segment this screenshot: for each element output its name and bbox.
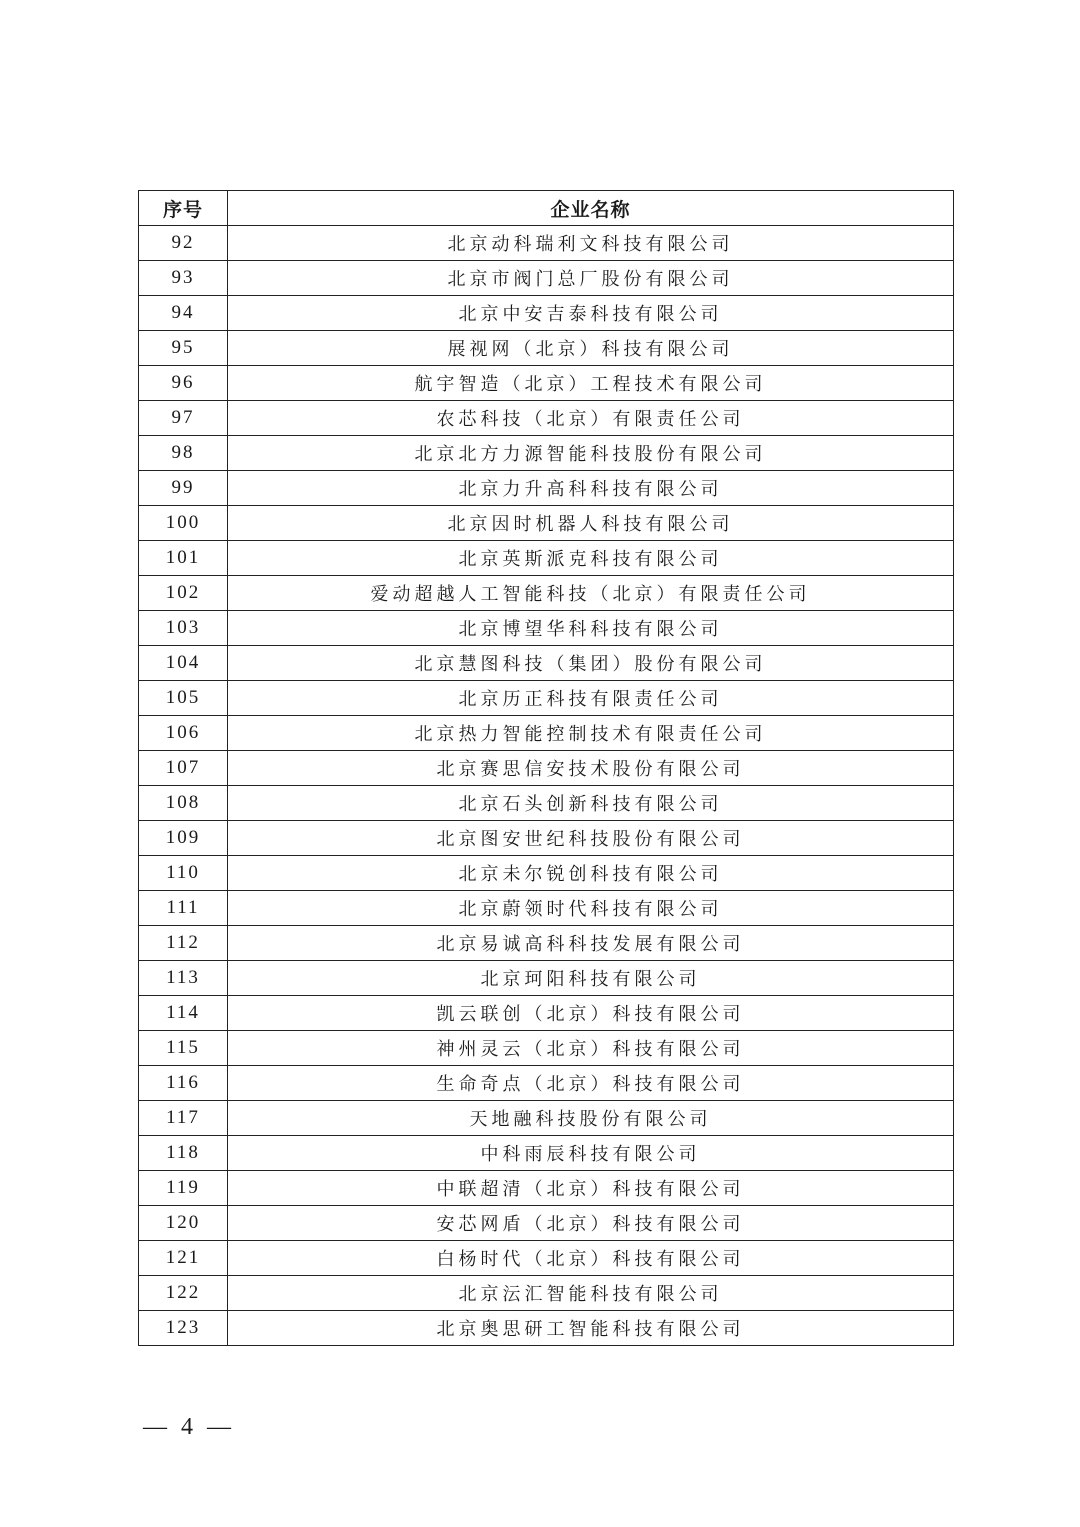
row-seq: 116: [139, 1066, 228, 1101]
row-company-name: 北京动科瑞利文科技有限公司: [228, 226, 954, 261]
row-company-name: 中联超清（北京）科技有限公司: [228, 1171, 954, 1206]
row-company-name: 爱动超越人工智能科技（北京）有限责任公司: [228, 576, 954, 611]
row-company-name: 北京中安吉泰科技有限公司: [228, 296, 954, 331]
table-row: [139, 261, 954, 296]
table-body: [139, 226, 954, 1346]
row-seq: 107: [139, 751, 228, 786]
row-company-name: 北京市阀门总厂股份有限公司: [228, 261, 954, 296]
table-row: [139, 1241, 954, 1276]
table-row: [139, 611, 954, 646]
table-row: [139, 366, 954, 401]
row-seq: 108: [139, 786, 228, 821]
table-row: [139, 821, 954, 856]
row-seq: 122: [139, 1276, 228, 1311]
row-seq: 102: [139, 576, 228, 611]
row-seq: 109: [139, 821, 228, 856]
row-seq: 113: [139, 961, 228, 996]
table-row: [139, 436, 954, 471]
row-seq: 103: [139, 611, 228, 646]
table-row: [139, 1171, 954, 1206]
row-company-name: 北京蔚领时代科技有限公司: [228, 891, 954, 926]
row-seq: 112: [139, 926, 228, 961]
row-seq: 97: [139, 401, 228, 436]
row-seq: 118: [139, 1136, 228, 1171]
row-seq: 96: [139, 366, 228, 401]
row-company-name: 天地融科技股份有限公司: [228, 1101, 954, 1136]
row-seq: 95: [139, 331, 228, 366]
row-seq: 114: [139, 996, 228, 1031]
table-row: [139, 786, 954, 821]
table-row: [139, 506, 954, 541]
row-company-name: 北京易诚高科科技发展有限公司: [228, 926, 954, 961]
table-row: [139, 961, 954, 996]
row-company-name: 凯云联创（北京）科技有限公司: [228, 996, 954, 1031]
row-company-name: 安芯网盾（北京）科技有限公司: [228, 1206, 954, 1241]
row-company-name: 航宇智造（北京）工程技术有限公司: [228, 366, 954, 401]
row-company-name: 北京未尔锐创科技有限公司: [228, 856, 954, 891]
table-row: [139, 471, 954, 506]
row-company-name: 北京奥思研工智能科技有限公司: [228, 1311, 954, 1346]
row-company-name: 农芯科技（北京）有限责任公司: [228, 401, 954, 436]
row-company-name: 北京赛思信安技术股份有限公司: [228, 751, 954, 786]
table-row: [139, 996, 954, 1031]
row-company-name: 北京博望华科科技有限公司: [228, 611, 954, 646]
table-row: [139, 226, 954, 261]
row-seq: 100: [139, 506, 228, 541]
table-row: [139, 751, 954, 786]
table-row: [139, 926, 954, 961]
table-row: [139, 296, 954, 331]
row-seq: 123: [139, 1311, 228, 1346]
row-company-name: 北京热力智能控制技术有限责任公司: [228, 716, 954, 751]
row-company-name: 北京慧图科技（集团）股份有限公司: [228, 646, 954, 681]
table-row: [139, 681, 954, 716]
row-seq: 115: [139, 1031, 228, 1066]
row-company-name: 生命奇点（北京）科技有限公司: [228, 1066, 954, 1101]
table-row: [139, 856, 954, 891]
page-number: — 4 —: [143, 1414, 235, 1440]
row-company-name: 中科雨辰科技有限公司: [228, 1136, 954, 1171]
header-company-name: 企业名称: [228, 191, 954, 226]
row-seq: 111: [139, 891, 228, 926]
row-company-name: 展视网（北京）科技有限公司: [228, 331, 954, 366]
header-seq: 序号: [139, 191, 228, 226]
row-seq: 106: [139, 716, 228, 751]
row-company-name: 北京沄汇智能科技有限公司: [228, 1276, 954, 1311]
row-company-name: 北京石头创新科技有限公司: [228, 786, 954, 821]
company-list-table: [138, 190, 954, 1346]
row-seq: 92: [139, 226, 228, 261]
row-seq: 110: [139, 856, 228, 891]
row-company-name: 北京英斯派克科技有限公司: [228, 541, 954, 576]
row-seq: 93: [139, 261, 228, 296]
row-seq: 104: [139, 646, 228, 681]
row-company-name: 神州灵云（北京）科技有限公司: [228, 1031, 954, 1066]
table-row: [139, 576, 954, 611]
table-row: [139, 1206, 954, 1241]
row-company-name: 北京图安世纪科技股份有限公司: [228, 821, 954, 856]
row-seq: 98: [139, 436, 228, 471]
table-row: [139, 646, 954, 681]
table-row: [139, 891, 954, 926]
row-company-name: 北京历正科技有限责任公司: [228, 681, 954, 716]
table-row: [139, 1311, 954, 1346]
table-row: [139, 1031, 954, 1066]
table-row: [139, 716, 954, 751]
row-seq: 117: [139, 1101, 228, 1136]
table-row: [139, 1101, 954, 1136]
table-row: [139, 331, 954, 366]
row-seq: 101: [139, 541, 228, 576]
row-company-name: 北京力升高科科技有限公司: [228, 471, 954, 506]
row-seq: 99: [139, 471, 228, 506]
table-header-row: [139, 191, 954, 226]
row-company-name: 北京因时机器人科技有限公司: [228, 506, 954, 541]
row-seq: 105: [139, 681, 228, 716]
row-company-name: 北京珂阳科技有限公司: [228, 961, 954, 996]
row-seq: 120: [139, 1206, 228, 1241]
row-company-name: 白杨时代（北京）科技有限公司: [228, 1241, 954, 1276]
table-row: [139, 1066, 954, 1101]
table-row: [139, 1276, 954, 1311]
row-seq: 121: [139, 1241, 228, 1276]
table-row: [139, 541, 954, 576]
table-row: [139, 1136, 954, 1171]
row-company-name: 北京北方力源智能科技股份有限公司: [228, 436, 954, 471]
row-seq: 119: [139, 1171, 228, 1206]
table-row: [139, 401, 954, 436]
row-seq: 94: [139, 296, 228, 331]
